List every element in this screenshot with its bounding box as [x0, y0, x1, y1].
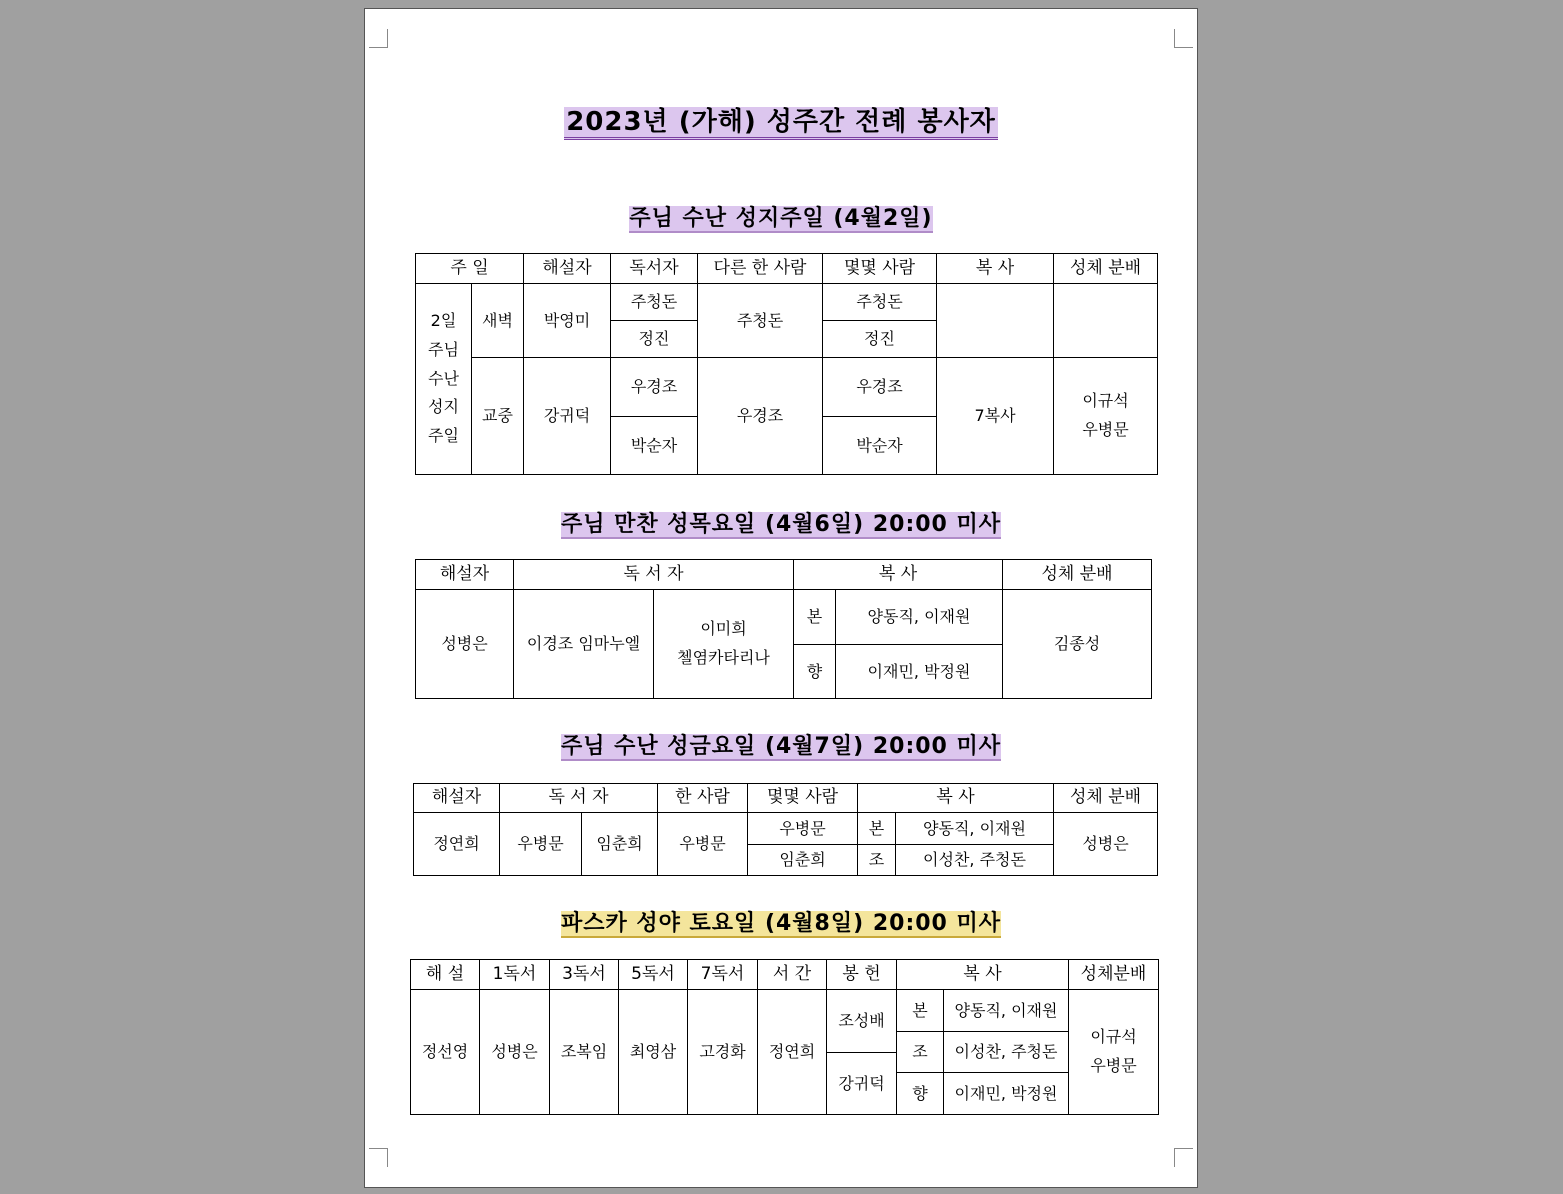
reader-cell: 우경조	[611, 358, 698, 417]
commentator-cell: 정연희	[414, 813, 500, 876]
header-cell: 성체분배	[1069, 960, 1159, 990]
communion-cell: 김종성	[1003, 590, 1152, 699]
header-cell: 몇몇 사람	[748, 784, 858, 813]
section-title-text: 주님 수난 성지주일 (4월2일)	[629, 206, 933, 231]
header-cell: 복 사	[794, 560, 1003, 590]
day-label-line: 주일	[428, 426, 459, 446]
commentator-cell: 정선영	[411, 990, 480, 1115]
reader-cell: 우병문	[500, 813, 582, 876]
header-cell: 성체 분배	[1003, 560, 1152, 590]
reader-name: 첼염카타리나	[677, 648, 770, 667]
reader-cell: 정진	[611, 321, 698, 358]
offering-cell: 조성배	[827, 990, 897, 1053]
header-cell: 주 일	[416, 254, 524, 284]
day-label-line: 주님	[428, 339, 459, 359]
server-cell: 7복사	[937, 358, 1054, 475]
server-names-cell: 이재민, 박정원	[944, 1073, 1069, 1115]
reading-cell: 성병은	[480, 990, 550, 1115]
reader-cell	[654, 590, 794, 699]
day-label-line: 수난	[428, 368, 459, 388]
commentator-cell: 박영미	[524, 284, 611, 358]
epistle-cell: 정연희	[758, 990, 827, 1115]
section-title-text: 주님 수난 성금요일 (4월7일) 20:00 미사	[560, 734, 1002, 759]
server-names-cell: 이성찬, 주청돈	[896, 845, 1054, 876]
header-cell: 해 설	[411, 960, 480, 990]
header-cell: 독서자	[611, 254, 698, 284]
server-names-cell: 양동직, 이재원	[896, 813, 1054, 845]
day-label-cell	[416, 284, 472, 475]
communion-cell: 성병은	[1054, 813, 1158, 876]
some-people-cell: 우경조	[823, 358, 937, 417]
communion-cell	[1054, 284, 1158, 358]
section-title-holy-thursday	[365, 507, 1197, 538]
header-cell: 독 서 자	[500, 784, 658, 813]
reader-cell: 이경조 임마누엘	[514, 590, 654, 699]
reader-cell: 박순자	[611, 417, 698, 475]
reading-cell: 조복임	[550, 990, 619, 1115]
other-person-cell: 우경조	[698, 358, 823, 475]
mass-time-cell: 교중	[472, 358, 524, 475]
header-cell: 1독서	[480, 960, 550, 990]
crop-mark	[369, 1148, 388, 1167]
server-role-cell: 본	[897, 990, 944, 1032]
header-cell: 성체 분배	[1054, 254, 1158, 284]
communion-name: 이규석	[1082, 391, 1129, 411]
header-cell: 복 사	[858, 784, 1054, 813]
header-cell: 성체 분배	[1054, 784, 1158, 813]
communion-name: 우병문	[1082, 420, 1129, 439]
reader-name: 이미희	[700, 619, 747, 639]
header-cell: 한 사람	[658, 784, 748, 813]
day-label-line: 성지	[428, 397, 459, 417]
server-role-cell: 조	[897, 1032, 944, 1073]
section-title-text: 파스카 성야 토요일 (4월8일) 20:00 미사	[560, 911, 1002, 936]
one-person-cell: 우병문	[658, 813, 748, 876]
header-cell: 7독서	[688, 960, 758, 990]
communion-name: 이규석	[1090, 1027, 1137, 1047]
some-people-cell: 우병문	[748, 813, 858, 845]
server-role-cell: 본	[794, 590, 836, 645]
server-role-cell: 본	[858, 813, 896, 845]
other-person-cell: 주청돈	[698, 284, 823, 358]
header-cell: 봉 헌	[827, 960, 897, 990]
some-people-cell: 임춘희	[748, 845, 858, 876]
mass-time-cell: 새벽	[472, 284, 524, 358]
header-cell: 복 사	[937, 254, 1054, 284]
header-cell: 해설자	[416, 560, 514, 590]
reader-cell: 주청돈	[611, 284, 698, 321]
server-role-cell: 조	[858, 845, 896, 876]
some-people-cell: 박순자	[823, 417, 937, 475]
section-title-text: 주님 만찬 성목요일 (4월6일) 20:00 미사	[560, 512, 1002, 537]
header-cell: 해설자	[414, 784, 500, 813]
server-role-cell: 향	[794, 645, 836, 699]
server-names-cell: 이재민, 박정원	[836, 645, 1003, 699]
server-cell	[937, 284, 1054, 358]
crop-mark	[1174, 1148, 1193, 1167]
commentator-cell: 강귀덕	[524, 358, 611, 475]
section-title-palm-sunday	[365, 201, 1197, 232]
header-cell: 3독서	[550, 960, 619, 990]
crop-mark	[369, 29, 388, 48]
reading-cell: 고경화	[688, 990, 758, 1115]
reader-cell: 임춘희	[582, 813, 658, 876]
good-friday-table	[413, 783, 1158, 876]
document-title-text: 2023년 (가해) 성주간 전례 봉사자	[564, 107, 998, 140]
document-title	[365, 101, 1197, 138]
communion-cell	[1069, 990, 1159, 1115]
header-cell: 서 간	[758, 960, 827, 990]
header-cell: 복 사	[897, 960, 1069, 990]
crop-mark	[1174, 29, 1193, 48]
server-names-cell: 양동직, 이재원	[836, 590, 1003, 645]
header-cell: 독 서 자	[514, 560, 794, 590]
commentator-cell: 성병은	[416, 590, 514, 699]
easter-vigil-table	[410, 959, 1159, 1115]
header-cell: 다른 한 사람	[698, 254, 823, 284]
section-title-good-friday	[365, 729, 1197, 760]
header-cell: 5독서	[619, 960, 688, 990]
server-names-cell: 이성찬, 주청돈	[944, 1032, 1069, 1073]
offering-cell: 강귀덕	[827, 1053, 897, 1115]
header-cell: 해설자	[524, 254, 611, 284]
some-people-cell: 정진	[823, 321, 937, 358]
reading-cell: 최영삼	[619, 990, 688, 1115]
palm-sunday-table	[415, 253, 1158, 475]
communion-cell	[1054, 358, 1158, 475]
header-cell: 몇몇 사람	[823, 254, 937, 284]
document-page	[364, 8, 1198, 1188]
some-people-cell: 주청돈	[823, 284, 937, 321]
holy-thursday-table	[415, 559, 1152, 699]
section-title-easter-vigil	[365, 906, 1197, 937]
server-names-cell: 양동직, 이재원	[944, 990, 1069, 1032]
server-role-cell: 향	[897, 1073, 944, 1115]
day-label-line: 2일	[430, 311, 457, 330]
communion-name: 우병문	[1090, 1056, 1137, 1075]
